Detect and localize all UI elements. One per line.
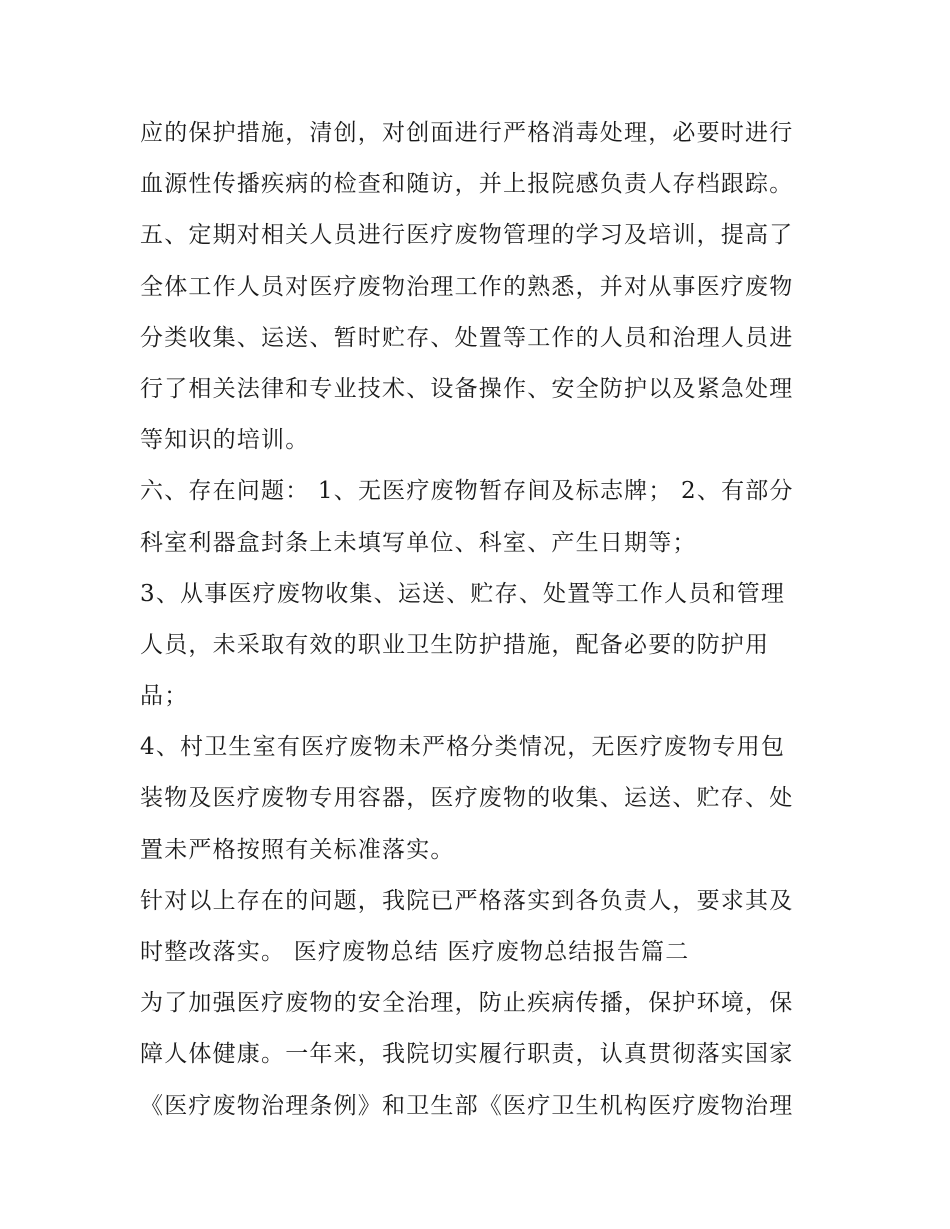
text-line: 针对以上存在的问题，我院已严格落实到各负责人，要求其及 [140, 887, 794, 914]
text-line: 应的保护措施，清创，对创面进行严格消毒处理，必要时进行 [140, 120, 794, 146]
text-line: 4、村卫生室有医疗废物未严格分类情况，无医疗废物专用包 [140, 734, 786, 761]
text-line: 障人体健康。一年来，我院切实履行职责，认真贯彻落实国家 [140, 1041, 794, 1068]
text-line: 等知识的培训。 [140, 427, 310, 454]
document-body [140, 108, 815, 1132]
text-line: 3、从事医疗废物收集、运送、贮存、处置等工作人员和管理 [140, 580, 786, 607]
text-line: 血源性传播疾病的检查和随访，并上报院感负责人存档跟踪。 [140, 171, 794, 198]
text-line: 为了加强医疗废物的安全治理，防止疾病传播，保护环境，保 [140, 990, 794, 1017]
text-line: 置未严格按照有关标准落实。 [140, 836, 455, 863]
text-line: 装物及医疗废物专用容器，医疗废物的收集、运送、贮存、处 [140, 785, 794, 812]
text-line: 人员，未采取有效的职业卫生防护措施，配备必要的防护用 [140, 631, 770, 658]
text-line: 时整改落实。 医疗废物总结 医疗废物总结报告篇二 [140, 939, 690, 965]
text-line: 行了相关法律和专业技术、设备操作、安全防护以及紧急处理 [140, 375, 794, 402]
text-line: 科室利器盒封条上未填写单位、科室、产生日期等； [140, 529, 697, 556]
text-line: 六、存在问题： 1、无医疗废物暂存间及标志牌； 2、有部分 [140, 478, 794, 505]
text-line: 五、定期对相关人员进行医疗废物管理的学习及培训，提高了 [140, 222, 794, 249]
text-line: 《医疗废物治理条例》和卫生部《医疗卫生机构医疗废物治理 [140, 1092, 794, 1119]
text-line: 品； [140, 683, 189, 710]
text-line: 分类收集、运送、暂时贮存、处置等工作的人员和治理人员进 [140, 324, 794, 351]
text-line: 全体工作人员对医疗废物治理工作的熟悉，并对从事医疗废物 [140, 273, 794, 300]
